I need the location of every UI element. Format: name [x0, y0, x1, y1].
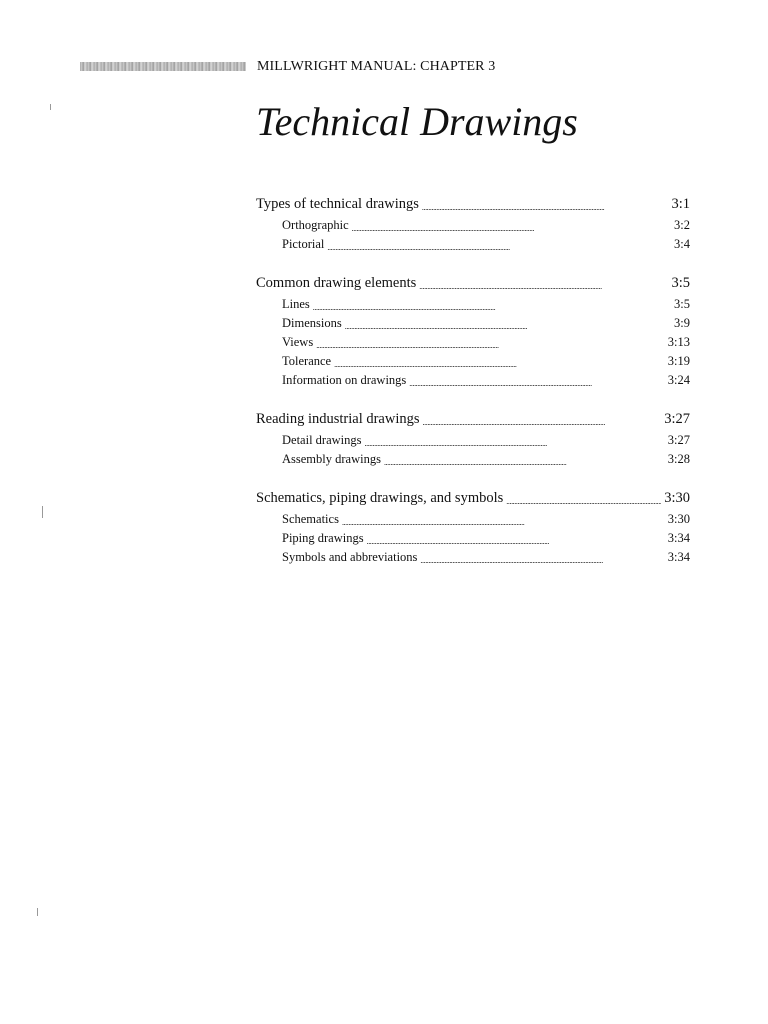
dot-leader — [313, 303, 661, 316]
toc-subentry-label: Orthographic — [282, 218, 349, 232]
dot-leader — [316, 341, 661, 354]
toc-entry-page: 3:27 — [664, 411, 690, 427]
toc-subentry-page: 3:34 — [667, 550, 690, 564]
chapter-label: MILLWRIGHT MANUAL: CHAPTER 3 — [257, 59, 496, 74]
toc-subentry-label: Piping drawings — [282, 531, 364, 545]
toc-subentry — [256, 531, 690, 550]
toc-section — [256, 196, 690, 256]
toc-subentry-label: Schematics — [282, 512, 339, 526]
toc-subentry-page: 3:34 — [667, 531, 690, 545]
page-title: Technical Drawings — [256, 99, 578, 144]
toc-subentry-page: 3:19 — [667, 354, 690, 368]
toc-subentry — [256, 354, 690, 373]
toc-subentry-label: Information on drawings — [282, 373, 407, 387]
toc-subentry-page: 3:4 — [674, 237, 690, 251]
toc-entry-page: 3:5 — [671, 275, 690, 291]
dot-leader — [365, 439, 662, 452]
toc-subentry-page: 3:27 — [667, 433, 690, 447]
toc-entry-label: Reading industrial drawings — [256, 411, 420, 427]
dot-leader — [506, 497, 661, 512]
toc-subentry — [256, 512, 690, 531]
toc-entry-label: Common drawing elements — [256, 275, 417, 291]
dot-leader — [423, 418, 661, 433]
toc-subentry — [256, 218, 690, 237]
toc-entry — [256, 275, 690, 297]
toc-subentry-label: Detail drawings — [282, 433, 362, 447]
toc-subentry-page: 3:5 — [674, 297, 690, 311]
toc-subentry — [256, 433, 690, 452]
toc-subentry-page: 3:30 — [667, 512, 690, 526]
toc-subentry — [256, 316, 690, 335]
toc-subentry — [256, 550, 690, 569]
toc-subentry-page: 3:13 — [667, 335, 690, 349]
toc-entry — [256, 411, 690, 433]
toc-subentry-label: Views — [282, 335, 314, 349]
dot-leader — [420, 556, 661, 569]
dot-leader — [384, 458, 661, 471]
toc-entry — [256, 490, 690, 512]
dot-leader — [352, 224, 661, 237]
dot-leader — [342, 518, 661, 531]
toc-subentry — [256, 373, 690, 392]
toc-entry — [256, 196, 690, 218]
toc-subentry-label: Symbols and abbreviations — [282, 550, 418, 564]
margin-scan-mark — [50, 104, 51, 110]
margin-scan-mark — [42, 506, 43, 518]
dot-leader — [345, 322, 661, 335]
toc-section — [256, 411, 690, 471]
toc-subentry — [256, 335, 690, 354]
dot-leader — [422, 203, 661, 218]
dot-leader — [419, 282, 661, 297]
toc-section — [256, 490, 690, 569]
toc-subentry-label: Dimensions — [282, 316, 342, 330]
toc-subentry-page: 3:28 — [667, 452, 690, 466]
dot-leader — [409, 379, 661, 392]
toc-subentry — [256, 297, 690, 316]
header-decorative-bar — [80, 62, 246, 71]
toc-subentry — [256, 237, 690, 256]
toc-subentry — [256, 452, 690, 471]
toc-subentry-label: Lines — [282, 297, 310, 311]
toc-entry-label: Schematics, piping drawings, and symbols — [256, 490, 504, 506]
toc-entry-page: 3:30 — [664, 490, 690, 506]
toc-subentry-label: Assembly drawings — [282, 452, 381, 466]
toc-subentry-page: 3:24 — [667, 373, 690, 387]
dot-leader — [327, 243, 661, 256]
dot-leader — [367, 537, 661, 550]
toc-subentry-page: 3:2 — [674, 218, 690, 232]
toc-subentry-label: Pictorial — [282, 237, 325, 251]
toc-subentry-label: Tolerance — [282, 354, 332, 368]
toc-subentry-page: 3:9 — [674, 316, 690, 330]
toc-entry-page: 3:1 — [671, 196, 690, 212]
dot-leader — [334, 360, 661, 373]
margin-scan-mark — [37, 908, 38, 916]
toc-entry-label: Types of technical drawings — [256, 196, 419, 212]
table-of-contents — [256, 196, 690, 588]
toc-section — [256, 275, 690, 392]
